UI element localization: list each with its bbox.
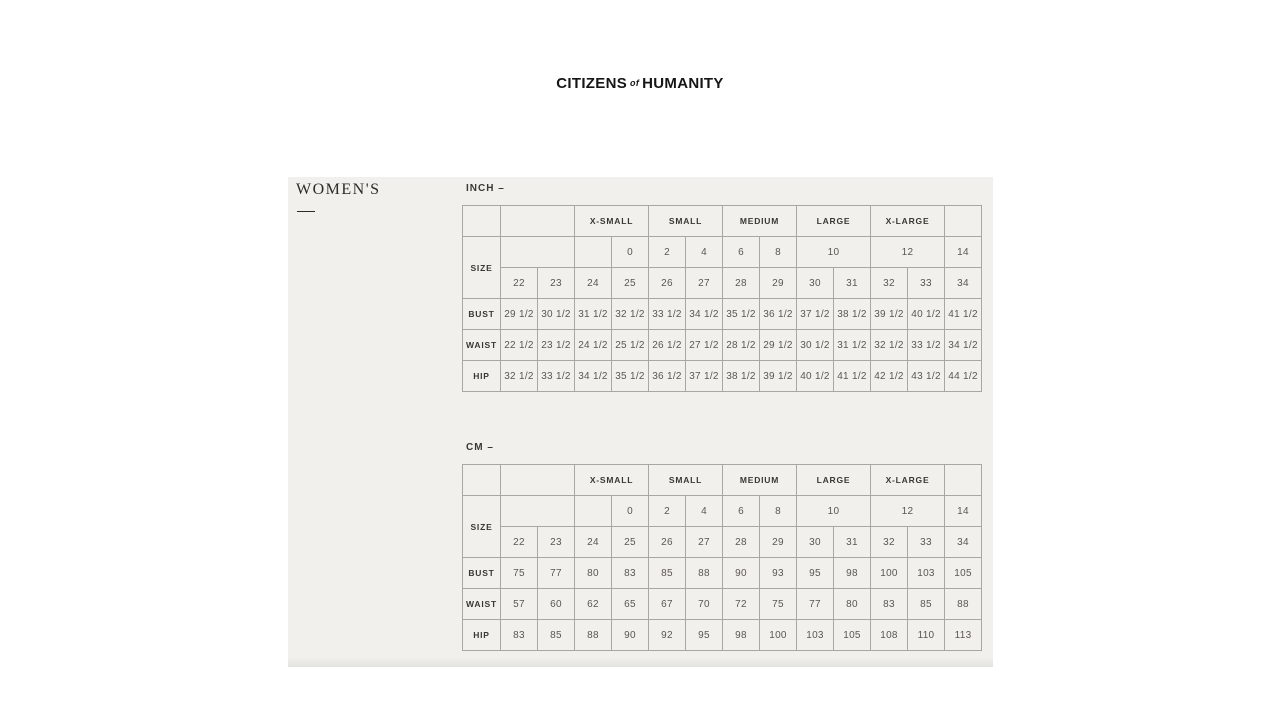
hip-value-cell: 100 — [760, 620, 797, 651]
waist-value-cell: 57 — [501, 589, 538, 620]
waist-value-cell: 62 — [575, 589, 612, 620]
logo-citizens: CITIZENS — [556, 75, 628, 92]
cm-unit-label: CM – — [466, 442, 494, 453]
hip-row-label: HIP — [463, 620, 501, 651]
group-header-x-small: X-SMALL — [575, 465, 649, 496]
bust-value-cell: 90 — [723, 558, 760, 589]
cm-table-block — [462, 442, 982, 651]
cm-size-table-host — [462, 464, 982, 651]
bust-value-cell: 32 1/2 — [612, 299, 649, 330]
bust-value-cell: 31 1/2 — [575, 299, 612, 330]
intl-size-cell: 22 — [501, 268, 538, 299]
waist-value-cell: 75 — [760, 589, 797, 620]
bust-row-label: BUST — [463, 299, 501, 330]
bust-row-label: BUST — [463, 558, 501, 589]
logo-humanity: HUMANITY — [642, 75, 724, 92]
bust-value-cell: 37 1/2 — [797, 299, 834, 330]
hip-value-cell: 105 — [834, 620, 871, 651]
us-size-cell: 12 — [871, 496, 945, 527]
hip-value-cell: 44 1/2 — [945, 361, 982, 392]
size-row-label: SIZE — [463, 496, 501, 558]
hip-value-cell: 33 1/2 — [538, 361, 575, 392]
intl-size-cell: 24 — [575, 527, 612, 558]
intl-size-cell: 26 — [649, 268, 686, 299]
intl-size-cell: 25 — [612, 527, 649, 558]
group-header-empty — [501, 206, 575, 237]
cm-size-table — [462, 464, 982, 651]
group-header-small: SMALL — [649, 465, 723, 496]
intl-size-cell: 24 — [575, 268, 612, 299]
brand-logo — [0, 75, 1280, 92]
hip-value-cell: 92 — [649, 620, 686, 651]
corner-cell — [463, 465, 501, 496]
waist-value-cell: 26 1/2 — [649, 330, 686, 361]
group-header-small: SMALL — [649, 206, 723, 237]
intl-size-cell: 27 — [686, 527, 723, 558]
hip-value-cell: 83 — [501, 620, 538, 651]
bust-value-cell: 29 1/2 — [501, 299, 538, 330]
hip-value-cell: 35 1/2 — [612, 361, 649, 392]
group-header-large: LARGE — [797, 206, 871, 237]
intl-size-cell: 28 — [723, 527, 760, 558]
waist-value-cell: 60 — [538, 589, 575, 620]
intl-size-cell: 22 — [501, 527, 538, 558]
us-size-cell: 10 — [797, 496, 871, 527]
intl-size-cell: 26 — [649, 527, 686, 558]
intl-size-cell: 34 — [945, 268, 982, 299]
hip-value-cell: 95 — [686, 620, 723, 651]
us-size-cell: 8 — [760, 237, 797, 268]
intl-size-cell: 29 — [760, 527, 797, 558]
intl-size-cell: 29 — [760, 268, 797, 299]
hip-row-label: HIP — [463, 361, 501, 392]
bust-value-cell: 100 — [871, 558, 908, 589]
us-size-cell: 0 — [612, 237, 649, 268]
intl-size-cell: 25 — [612, 268, 649, 299]
bust-value-cell: 103 — [908, 558, 945, 589]
hip-value-cell: 39 1/2 — [760, 361, 797, 392]
waist-value-cell: 29 1/2 — [760, 330, 797, 361]
us-size-cell: 2 — [649, 237, 686, 268]
bust-value-cell: 33 1/2 — [649, 299, 686, 330]
hip-value-cell: 108 — [871, 620, 908, 651]
bust-value-cell: 77 — [538, 558, 575, 589]
corner-cell — [463, 206, 501, 237]
waist-value-cell: 24 1/2 — [575, 330, 612, 361]
size-row-label: SIZE — [463, 237, 501, 299]
waist-value-cell: 23 1/2 — [538, 330, 575, 361]
title-underline — [297, 211, 315, 212]
us-size-cell: 14 — [945, 237, 982, 268]
bust-value-cell: 38 1/2 — [834, 299, 871, 330]
hip-value-cell: 41 1/2 — [834, 361, 871, 392]
waist-row-label: WAIST — [463, 589, 501, 620]
bust-value-cell: 95 — [797, 558, 834, 589]
us-size-cell: 8 — [760, 496, 797, 527]
intl-size-cell: 30 — [797, 527, 834, 558]
waist-value-cell: 80 — [834, 589, 871, 620]
intl-size-cell: 33 — [908, 527, 945, 558]
bust-value-cell: 88 — [686, 558, 723, 589]
logo-of: of — [630, 78, 640, 88]
us-size-cell — [501, 496, 575, 527]
waist-value-cell: 85 — [908, 589, 945, 620]
section-title: WOMEN'S — [296, 181, 381, 198]
bust-value-cell: 35 1/2 — [723, 299, 760, 330]
us-size-cell: 10 — [797, 237, 871, 268]
waist-value-cell: 22 1/2 — [501, 330, 538, 361]
waist-value-cell: 70 — [686, 589, 723, 620]
waist-value-cell: 72 — [723, 589, 760, 620]
intl-size-cell: 32 — [871, 268, 908, 299]
group-header-medium: MEDIUM — [723, 206, 797, 237]
us-size-cell — [575, 237, 612, 268]
hip-value-cell: 85 — [538, 620, 575, 651]
hip-value-cell: 38 1/2 — [723, 361, 760, 392]
hip-value-cell: 36 1/2 — [649, 361, 686, 392]
inch-size-table — [462, 205, 982, 392]
us-size-cell — [575, 496, 612, 527]
group-header-medium: MEDIUM — [723, 465, 797, 496]
us-size-cell: 6 — [723, 237, 760, 268]
intl-size-cell: 27 — [686, 268, 723, 299]
hip-value-cell: 37 1/2 — [686, 361, 723, 392]
bust-value-cell: 83 — [612, 558, 649, 589]
us-size-cell: 12 — [871, 237, 945, 268]
bust-value-cell: 75 — [501, 558, 538, 589]
intl-size-cell: 23 — [538, 268, 575, 299]
waist-value-cell: 31 1/2 — [834, 330, 871, 361]
hip-value-cell: 40 1/2 — [797, 361, 834, 392]
bust-value-cell: 105 — [945, 558, 982, 589]
waist-value-cell: 32 1/2 — [871, 330, 908, 361]
bust-value-cell: 85 — [649, 558, 686, 589]
us-size-cell — [501, 237, 575, 268]
group-header-x-small: X-SMALL — [575, 206, 649, 237]
hip-value-cell: 90 — [612, 620, 649, 651]
us-size-cell: 6 — [723, 496, 760, 527]
group-header-empty — [945, 206, 982, 237]
hip-value-cell: 32 1/2 — [501, 361, 538, 392]
bust-value-cell: 36 1/2 — [760, 299, 797, 330]
waist-value-cell: 25 1/2 — [612, 330, 649, 361]
group-header-empty — [501, 465, 575, 496]
hip-value-cell: 88 — [575, 620, 612, 651]
waist-value-cell: 83 — [871, 589, 908, 620]
waist-value-cell: 30 1/2 — [797, 330, 834, 361]
waist-value-cell: 88 — [945, 589, 982, 620]
us-size-cell: 2 — [649, 496, 686, 527]
size-guide-panel — [288, 177, 993, 667]
hip-value-cell: 98 — [723, 620, 760, 651]
waist-value-cell: 27 1/2 — [686, 330, 723, 361]
intl-size-cell: 31 — [834, 268, 871, 299]
bust-value-cell: 93 — [760, 558, 797, 589]
intl-size-cell: 23 — [538, 527, 575, 558]
intl-size-cell: 31 — [834, 527, 871, 558]
intl-size-cell: 33 — [908, 268, 945, 299]
tables-column — [462, 183, 982, 651]
waist-value-cell: 33 1/2 — [908, 330, 945, 361]
waist-value-cell: 65 — [612, 589, 649, 620]
inch-table-block — [462, 183, 982, 392]
waist-value-cell: 28 1/2 — [723, 330, 760, 361]
bust-value-cell: 80 — [575, 558, 612, 589]
us-size-cell: 14 — [945, 496, 982, 527]
group-header-large: LARGE — [797, 465, 871, 496]
hip-value-cell: 42 1/2 — [871, 361, 908, 392]
group-header-x-large: X-LARGE — [871, 465, 945, 496]
group-header-empty — [945, 465, 982, 496]
hip-value-cell: 103 — [797, 620, 834, 651]
us-size-cell: 4 — [686, 496, 723, 527]
intl-size-cell: 34 — [945, 527, 982, 558]
us-size-cell: 0 — [612, 496, 649, 527]
waist-row-label: WAIST — [463, 330, 501, 361]
bust-value-cell: 30 1/2 — [538, 299, 575, 330]
hip-value-cell: 113 — [945, 620, 982, 651]
group-header-x-large: X-LARGE — [871, 206, 945, 237]
us-size-cell: 4 — [686, 237, 723, 268]
bust-value-cell: 39 1/2 — [871, 299, 908, 330]
inch-unit-label: INCH – — [466, 183, 505, 194]
bust-value-cell: 40 1/2 — [908, 299, 945, 330]
hip-value-cell: 110 — [908, 620, 945, 651]
hip-value-cell: 43 1/2 — [908, 361, 945, 392]
intl-size-cell: 30 — [797, 268, 834, 299]
inch-size-table-host — [462, 205, 982, 392]
hip-value-cell: 34 1/2 — [575, 361, 612, 392]
bust-value-cell: 41 1/2 — [945, 299, 982, 330]
waist-value-cell: 34 1/2 — [945, 330, 982, 361]
waist-value-cell: 77 — [797, 589, 834, 620]
intl-size-cell: 32 — [871, 527, 908, 558]
intl-size-cell: 28 — [723, 268, 760, 299]
bust-value-cell: 98 — [834, 558, 871, 589]
bust-value-cell: 34 1/2 — [686, 299, 723, 330]
waist-value-cell: 67 — [649, 589, 686, 620]
